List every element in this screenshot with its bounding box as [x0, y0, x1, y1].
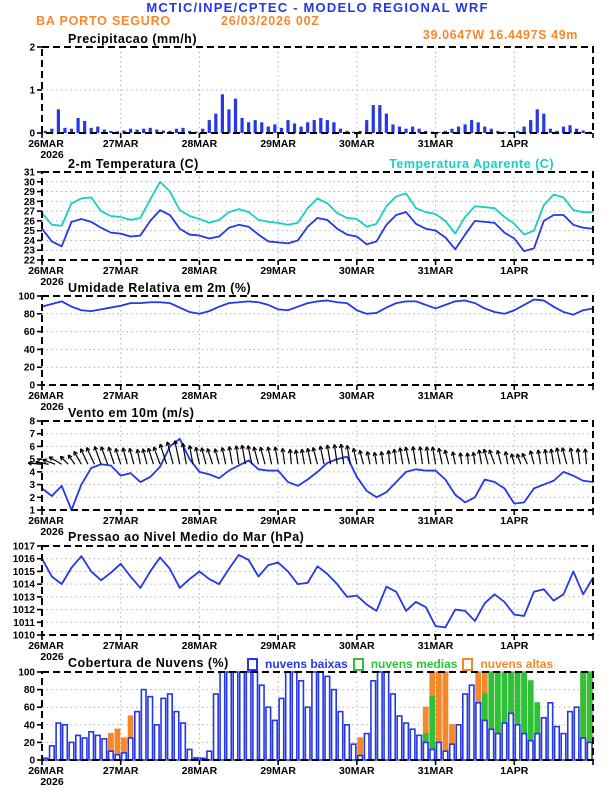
svg-text:1: 1 — [29, 505, 35, 517]
svg-text:24: 24 — [23, 235, 35, 247]
legend-nuvens-baixas: nuvens baixas — [265, 657, 348, 671]
svg-text:23: 23 — [23, 245, 35, 257]
svg-text:27MAR: 27MAR — [102, 515, 139, 527]
svg-text:29MAR: 29MAR — [260, 265, 296, 277]
svg-text:100: 100 — [18, 667, 35, 679]
svg-text:2026: 2026 — [40, 401, 64, 413]
svg-text:29MAR: 29MAR — [260, 515, 296, 527]
svg-text:27MAR: 27MAR — [102, 138, 139, 150]
svg-text:29MAR: 29MAR — [260, 390, 296, 402]
svg-text:30MAR: 30MAR — [339, 390, 375, 402]
svg-text:27MAR: 27MAR — [102, 640, 139, 652]
svg-text:27: 27 — [23, 206, 35, 218]
station-name: BA PORTO SEGURO — [36, 14, 171, 28]
svg-text:2: 2 — [29, 42, 35, 54]
svg-text:1APR: 1APR — [500, 138, 529, 150]
cloud-plot — [18, 668, 593, 789]
precip-panel-title: Precipitacao (mm/h) — [68, 32, 197, 46]
legend-nuvens-medias: nuvens medias — [370, 657, 458, 671]
svg-text:28MAR: 28MAR — [181, 265, 218, 277]
svg-text:1010: 1010 — [12, 630, 35, 642]
svg-text:80: 80 — [23, 309, 35, 321]
svg-text:1016: 1016 — [12, 554, 35, 566]
svg-text:1APR: 1APR — [500, 515, 529, 527]
svg-text:1013: 1013 — [12, 592, 35, 604]
svg-text:2026: 2026 — [40, 776, 64, 788]
station-coordinates: 39.0647W 16.4497S 49m — [422, 28, 578, 42]
svg-text:1014: 1014 — [12, 579, 35, 591]
svg-text:60: 60 — [23, 702, 35, 714]
svg-text:26MAR: 26MAR — [28, 515, 64, 527]
svg-text:31MAR: 31MAR — [417, 390, 454, 402]
svg-text:2026: 2026 — [40, 651, 64, 663]
svg-text:30MAR: 30MAR — [339, 138, 375, 150]
svg-text:1012: 1012 — [12, 605, 35, 617]
svg-text:31MAR: 31MAR — [417, 640, 454, 652]
svg-text:29MAR: 29MAR — [260, 138, 296, 150]
svg-text:40: 40 — [23, 344, 35, 356]
svg-text:31MAR: 31MAR — [417, 515, 454, 527]
svg-text:80: 80 — [23, 685, 35, 697]
svg-text:29: 29 — [23, 187, 35, 199]
cloud-panel-title: Cobertura de Nuvens (%) — [68, 656, 229, 670]
svg-text:30MAR: 30MAR — [339, 640, 375, 652]
page-title: MCTIC/INPE/CPTEC - MODELO REGIONAL WRF — [146, 0, 489, 15]
svg-text:1015: 1015 — [12, 566, 35, 578]
svg-text:30: 30 — [23, 177, 35, 189]
svg-text:40: 40 — [23, 720, 35, 732]
svg-text:30MAR: 30MAR — [339, 765, 375, 777]
temp-plot — [24, 168, 593, 289]
svg-text:60: 60 — [23, 327, 35, 339]
svg-text:26MAR: 26MAR — [28, 265, 64, 277]
svg-text:31MAR: 31MAR — [417, 765, 454, 777]
wind-plot — [28, 417, 593, 539]
svg-text:0: 0 — [29, 380, 35, 392]
svg-text:27MAR: 27MAR — [102, 765, 139, 777]
svg-text:1011: 1011 — [13, 617, 35, 629]
svg-text:26MAR: 26MAR — [28, 640, 64, 652]
svg-text:26: 26 — [23, 216, 35, 228]
svg-text:31MAR: 31MAR — [417, 265, 454, 277]
svg-text:6: 6 — [29, 441, 35, 453]
svg-text:31: 31 — [23, 167, 35, 179]
svg-text:30MAR: 30MAR — [339, 515, 375, 527]
svg-text:25: 25 — [23, 226, 35, 238]
svg-text:28MAR: 28MAR — [181, 138, 218, 150]
svg-text:28: 28 — [23, 196, 35, 208]
svg-text:1017: 1017 — [12, 541, 35, 553]
svg-text:4: 4 — [29, 467, 35, 479]
svg-text:27MAR: 27MAR — [102, 265, 139, 277]
svg-text:28MAR: 28MAR — [181, 640, 218, 652]
svg-text:2026: 2026 — [40, 149, 64, 161]
rh-plot — [18, 292, 593, 414]
svg-text:26MAR: 26MAR — [28, 390, 64, 402]
svg-text:27MAR: 27MAR — [102, 390, 139, 402]
svg-text:7: 7 — [29, 429, 35, 441]
run-datetime: 26/03/2026 00Z — [221, 14, 320, 28]
rh-panel-title: Umidade Relativa em 2m (%) — [68, 281, 252, 295]
svg-text:3: 3 — [29, 480, 35, 492]
svg-text:5: 5 — [29, 454, 35, 466]
pressure-panel-title: Pressao ao Nivel Medio do Mar (hPa) — [68, 530, 305, 544]
temp-panel-title: 2-m Temperatura (C) — [68, 157, 199, 171]
wind-panel-title: Vento em 10m (m/s) — [68, 406, 195, 420]
svg-text:29MAR: 29MAR — [260, 640, 296, 652]
svg-text:1APR: 1APR — [500, 640, 529, 652]
svg-text:28MAR: 28MAR — [181, 765, 218, 777]
svg-text:28MAR: 28MAR — [181, 390, 218, 402]
svg-text:29MAR: 29MAR — [260, 765, 296, 777]
svg-text:1APR: 1APR — [500, 765, 529, 777]
svg-text:30MAR: 30MAR — [339, 265, 375, 277]
svg-text:22: 22 — [23, 255, 35, 267]
svg-text:2: 2 — [29, 492, 35, 504]
svg-text:8: 8 — [29, 416, 35, 428]
precip-plot — [28, 43, 593, 162]
svg-text:100: 100 — [18, 291, 35, 303]
svg-text:1APR: 1APR — [500, 265, 529, 277]
svg-text:28MAR: 28MAR — [181, 515, 218, 527]
svg-text:26MAR: 26MAR — [28, 138, 64, 150]
svg-text:26MAR: 26MAR — [28, 765, 64, 777]
svg-text:1: 1 — [29, 85, 35, 97]
svg-text:20: 20 — [23, 362, 35, 374]
temp-apparent-title: Temperatura Aparente (C) — [389, 157, 554, 171]
svg-text:1APR: 1APR — [500, 390, 529, 402]
svg-text:2026: 2026 — [40, 276, 64, 288]
legend-nuvens-altas: nuvens altas — [480, 657, 554, 671]
pres-plot — [13, 542, 593, 664]
svg-text:31MAR: 31MAR — [417, 138, 454, 150]
svg-text:2026: 2026 — [40, 526, 64, 538]
svg-text:20: 20 — [23, 737, 35, 749]
svg-text:0: 0 — [29, 128, 35, 140]
svg-text:0: 0 — [29, 755, 35, 767]
